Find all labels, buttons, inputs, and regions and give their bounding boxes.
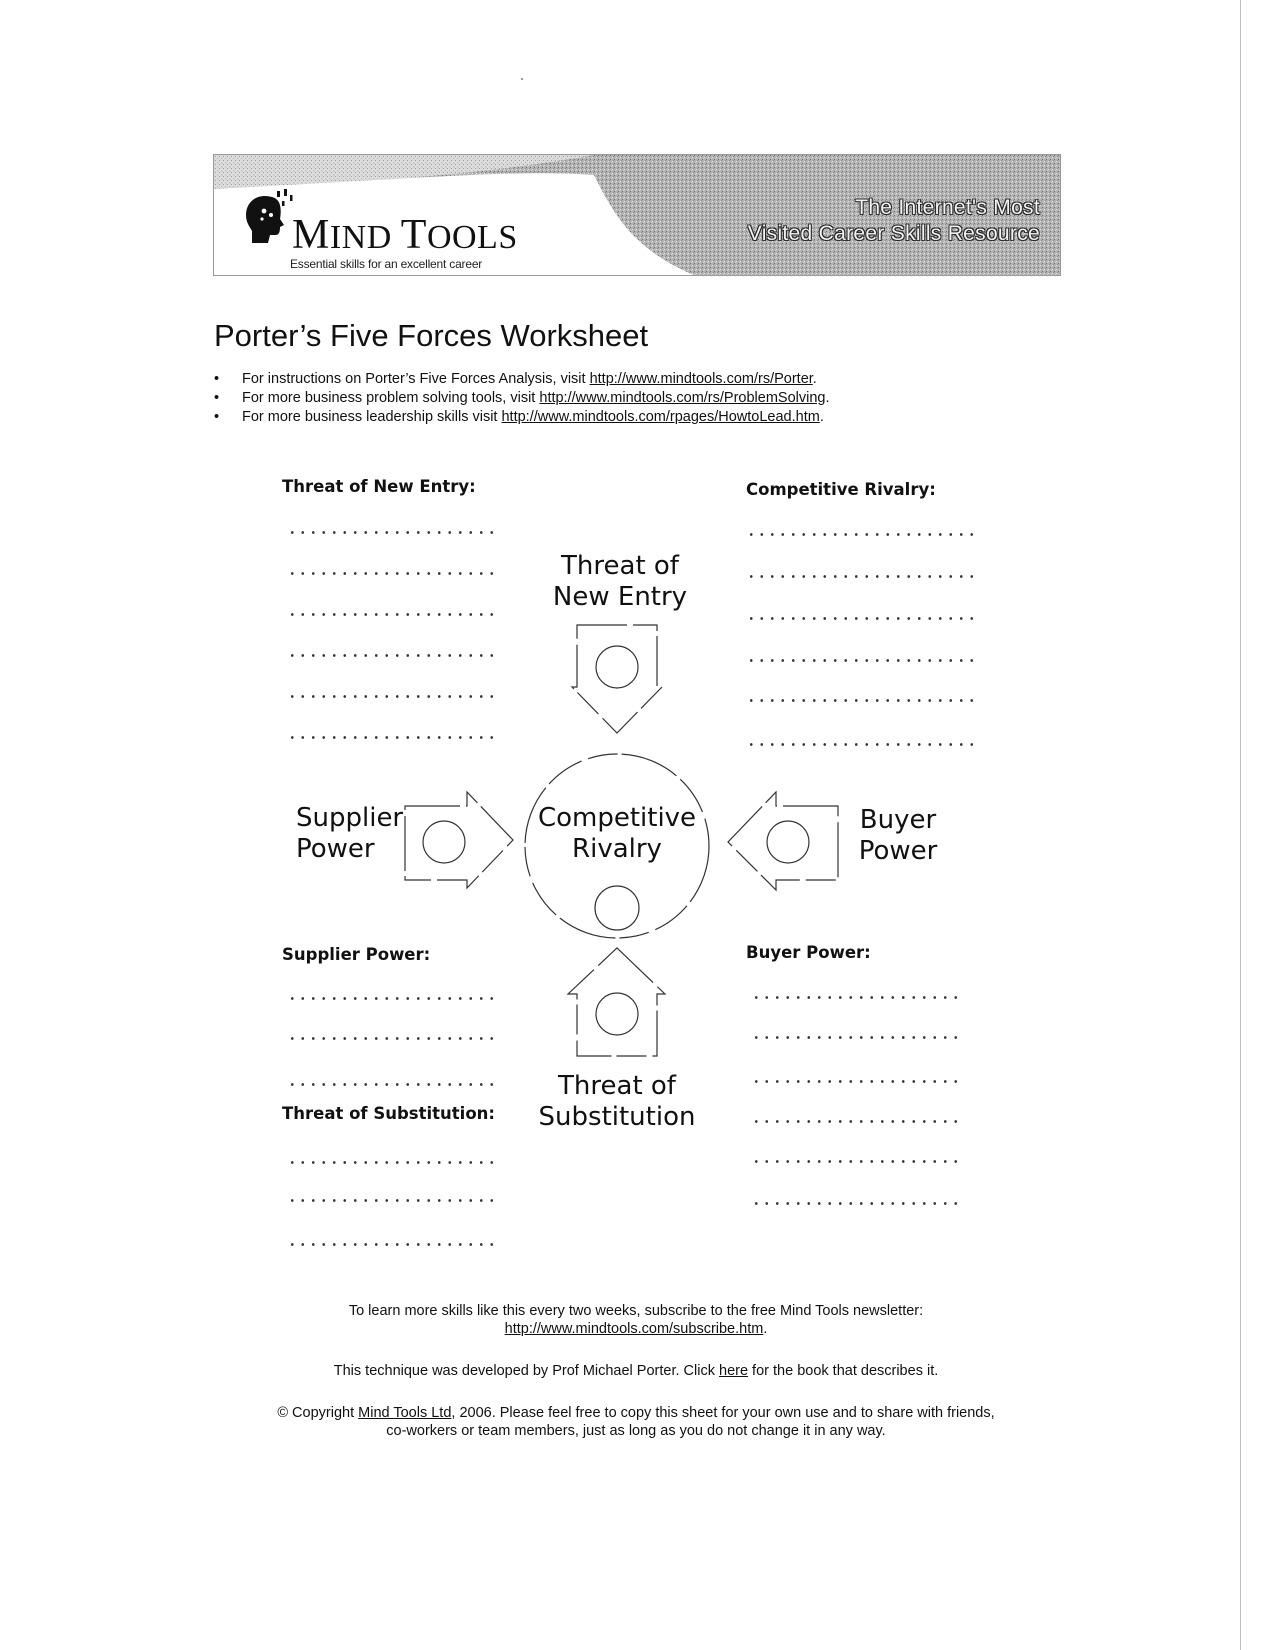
write-line[interactable] <box>751 996 961 999</box>
technique-note: This technique was developed by Prof Michael Porter. Click here for the book that describes it. <box>333 1363 939 1379</box>
substitution-marker-circle <box>596 993 638 1035</box>
supplier-marker-circle <box>423 821 465 863</box>
write-line[interactable] <box>287 1083 497 1086</box>
page-title: Porter’s Five Forces Worksheet <box>214 318 649 353</box>
newsletter-note: To learn more skills like this every two weeks, subscribe to the free Mind Tools newsletter: http://www.mindtools.com/subscribe.htm. <box>348 1303 924 1337</box>
scan-page-edge <box>1240 0 1241 1650</box>
new-entry-arrow <box>572 625 662 733</box>
write-line[interactable] <box>746 699 978 702</box>
threat-substitution-heading: Threat of Substitution: <box>282 1104 496 1123</box>
write-line[interactable] <box>287 997 497 1000</box>
book-here-link[interactable]: here <box>719 1363 749 1379</box>
write-line[interactable] <box>746 575 978 578</box>
logo-tagline: Essential skills for an excellent career <box>290 257 483 271</box>
logo-wordmark: MIND TOOLS <box>292 212 518 258</box>
bullet-porter: • For instructions on Porter’s Five Forces Analysis, visit http://www.mindtools.com/rs/Porter. <box>214 370 829 389</box>
slogan-line-2: Visited Career Skills Resource <box>747 222 1040 245</box>
leadership-link[interactable]: http://www.mindtools.com/rpages/HowtoLead.htm <box>501 409 820 425</box>
substitution-arrow <box>568 948 665 1056</box>
supplier-power-heading: Supplier Power: <box>282 945 431 964</box>
scan-speck <box>521 78 523 80</box>
write-line[interactable] <box>287 654 497 657</box>
write-line[interactable] <box>746 743 978 746</box>
write-line[interactable] <box>751 1202 961 1205</box>
write-line[interactable] <box>287 613 497 616</box>
new-entry-force-label: Threat of New Entry <box>552 551 688 612</box>
supplier-arrow <box>405 792 513 888</box>
rivalry-force-label: Competitive Rivalry <box>537 803 697 864</box>
write-line[interactable] <box>287 695 497 698</box>
competitive-rivalry-heading: Competitive Rivalry: <box>746 480 936 499</box>
buyer-arrow <box>728 792 838 890</box>
threat-new-entry-heading: Threat of New Entry: <box>282 477 476 496</box>
write-line[interactable] <box>746 617 978 620</box>
supplier-force-label: Supplier Power <box>296 803 404 864</box>
write-line[interactable] <box>751 1080 961 1083</box>
write-line[interactable] <box>287 1161 497 1164</box>
write-line[interactable] <box>751 1120 961 1123</box>
write-line[interactable] <box>287 736 497 739</box>
write-line[interactable] <box>751 1036 961 1039</box>
write-line[interactable] <box>746 533 978 536</box>
write-line[interactable] <box>287 572 497 575</box>
porter-link[interactable]: http://www.mindtools.com/rs/Porter <box>589 371 813 387</box>
write-line[interactable] <box>746 659 978 662</box>
new-entry-marker-circle <box>596 646 638 688</box>
subscribe-link[interactable]: http://www.mindtools.com/subscribe.htm <box>504 1321 764 1337</box>
bullet-problem-solving: • For more business problem solving tools, visit http://www.mindtools.com/rs/ProblemSolving. <box>214 389 829 408</box>
substitution-force-label: Threat of Substitution <box>538 1071 696 1132</box>
write-line[interactable] <box>287 1243 497 1246</box>
banner-slogan <box>748 195 1040 247</box>
mindtools-banner <box>213 154 1061 276</box>
write-line[interactable] <box>751 1160 961 1163</box>
write-line[interactable] <box>287 1199 497 1202</box>
buyer-power-heading: Buyer Power: <box>746 943 871 962</box>
problem-solving-link[interactable]: http://www.mindtools.com/rs/ProblemSolving <box>539 390 826 406</box>
head-silhouette-icon <box>242 189 294 245</box>
buyer-force-label: Buyer Power <box>858 805 938 866</box>
slogan-line-1: The Internet's Most <box>855 196 1040 219</box>
write-line[interactable] <box>287 531 497 534</box>
mindtools-ltd-link[interactable]: Mind Tools Ltd <box>358 1405 452 1421</box>
bullet-leadership: • For more business leadership skills visit http://www.mindtools.com/rpages/HowtoLead.htm. <box>214 408 829 427</box>
buyer-marker-circle <box>767 821 809 863</box>
write-line[interactable] <box>287 1037 497 1040</box>
resource-links-list <box>214 370 829 427</box>
copyright-note: © Copyright Mind Tools Ltd, 2006. Please feel free to copy this sheet for your own use and to share with friends, co-workers or team members, just as long as you do not change it in any way. <box>277 1405 995 1439</box>
rivalry-marker-circle <box>595 886 639 930</box>
